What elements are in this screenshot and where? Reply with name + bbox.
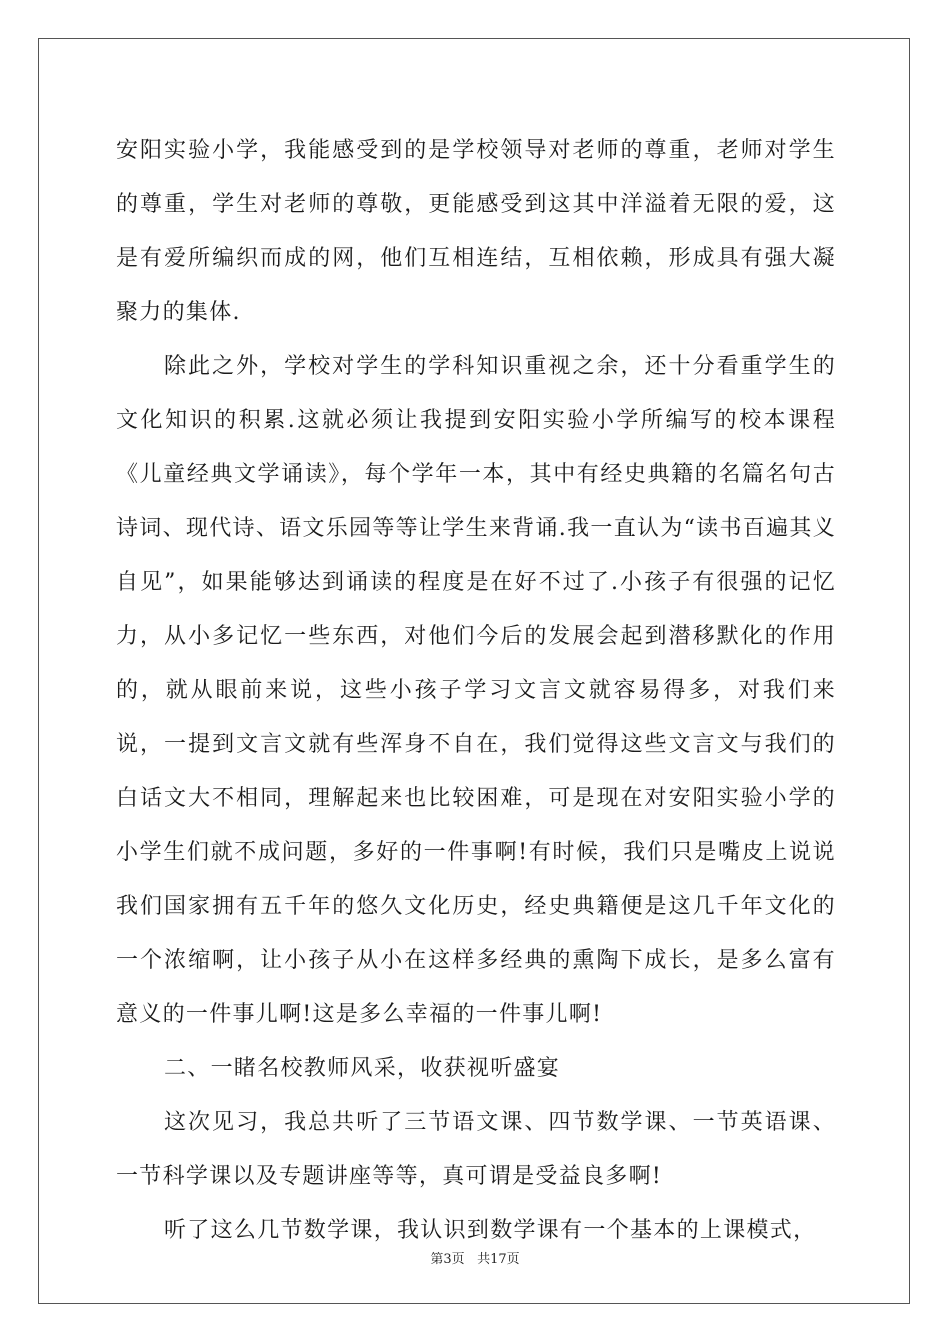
- paragraph-2: 除此之外，学校对学生的学科知识重视之余，还十分看重学生的文化知识的积累.这就必须让我提到安阳实验小学所编写的校本课程《儿童经典文学诵读》，每个学年一本，其中有经史典籍的名篇名句古诗词、现代诗、语文乐园等等让学生来背诵.我一直认为“读书百遍其义自见”，如果能够达到诵读的程度是在好不过了.小孩子有很强的记忆力，从小多记忆一些东西，对他们今后的发展会起到潜移默化的作用的，就从眼前来说，这些小孩子学习文言文就容易得多，对我们来说，一提到文言文就有些浑身不自在，我们觉得这些文言文与我们的白话文大不相同，理解起来也比较困难，可是现在对安阳实验小学的小学生们就不成问题，多好的一件事啊!有时候，我们只是嘴皮上说说我们国家拥有五千年的悠久文化历史，经史典籍便是这几千年文化的一个浓缩啊，让小孩子从小在这样多经典的熏陶下成长，是多么富有意义的一件事儿啊!这是多么幸福的一件事儿啊!: [116, 354, 836, 1027]
- page-total: 共17页: [477, 1252, 520, 1267]
- document-body: [116, 124, 836, 1258]
- paragraph-4: 听了这么几节数学课，我认识到数学课有一个基本的上课模式，: [164, 1218, 817, 1243]
- page-footer: [0, 1248, 950, 1267]
- paragraph-3: 这次见习，我总共听了三节语文课、四节数学课、一节英语课、一节科学课以及专题讲座等等，真可谓是受益良多啊!: [116, 1110, 836, 1189]
- section-heading: 二、一睹名校教师风采，收获视听盛宴: [164, 1056, 561, 1081]
- page-number: 第3页: [430, 1252, 465, 1267]
- paragraph-1: 安阳实验小学，我能感受到的是学校领导对老师的尊重，老师对学生的尊重，学生对老师的尊敬，更能感受到这其中洋溢着无限的爱，这是有爱所编织而成的网，他们互相连结，互相依赖，形成具有强大凝聚力的集体.: [116, 138, 836, 325]
